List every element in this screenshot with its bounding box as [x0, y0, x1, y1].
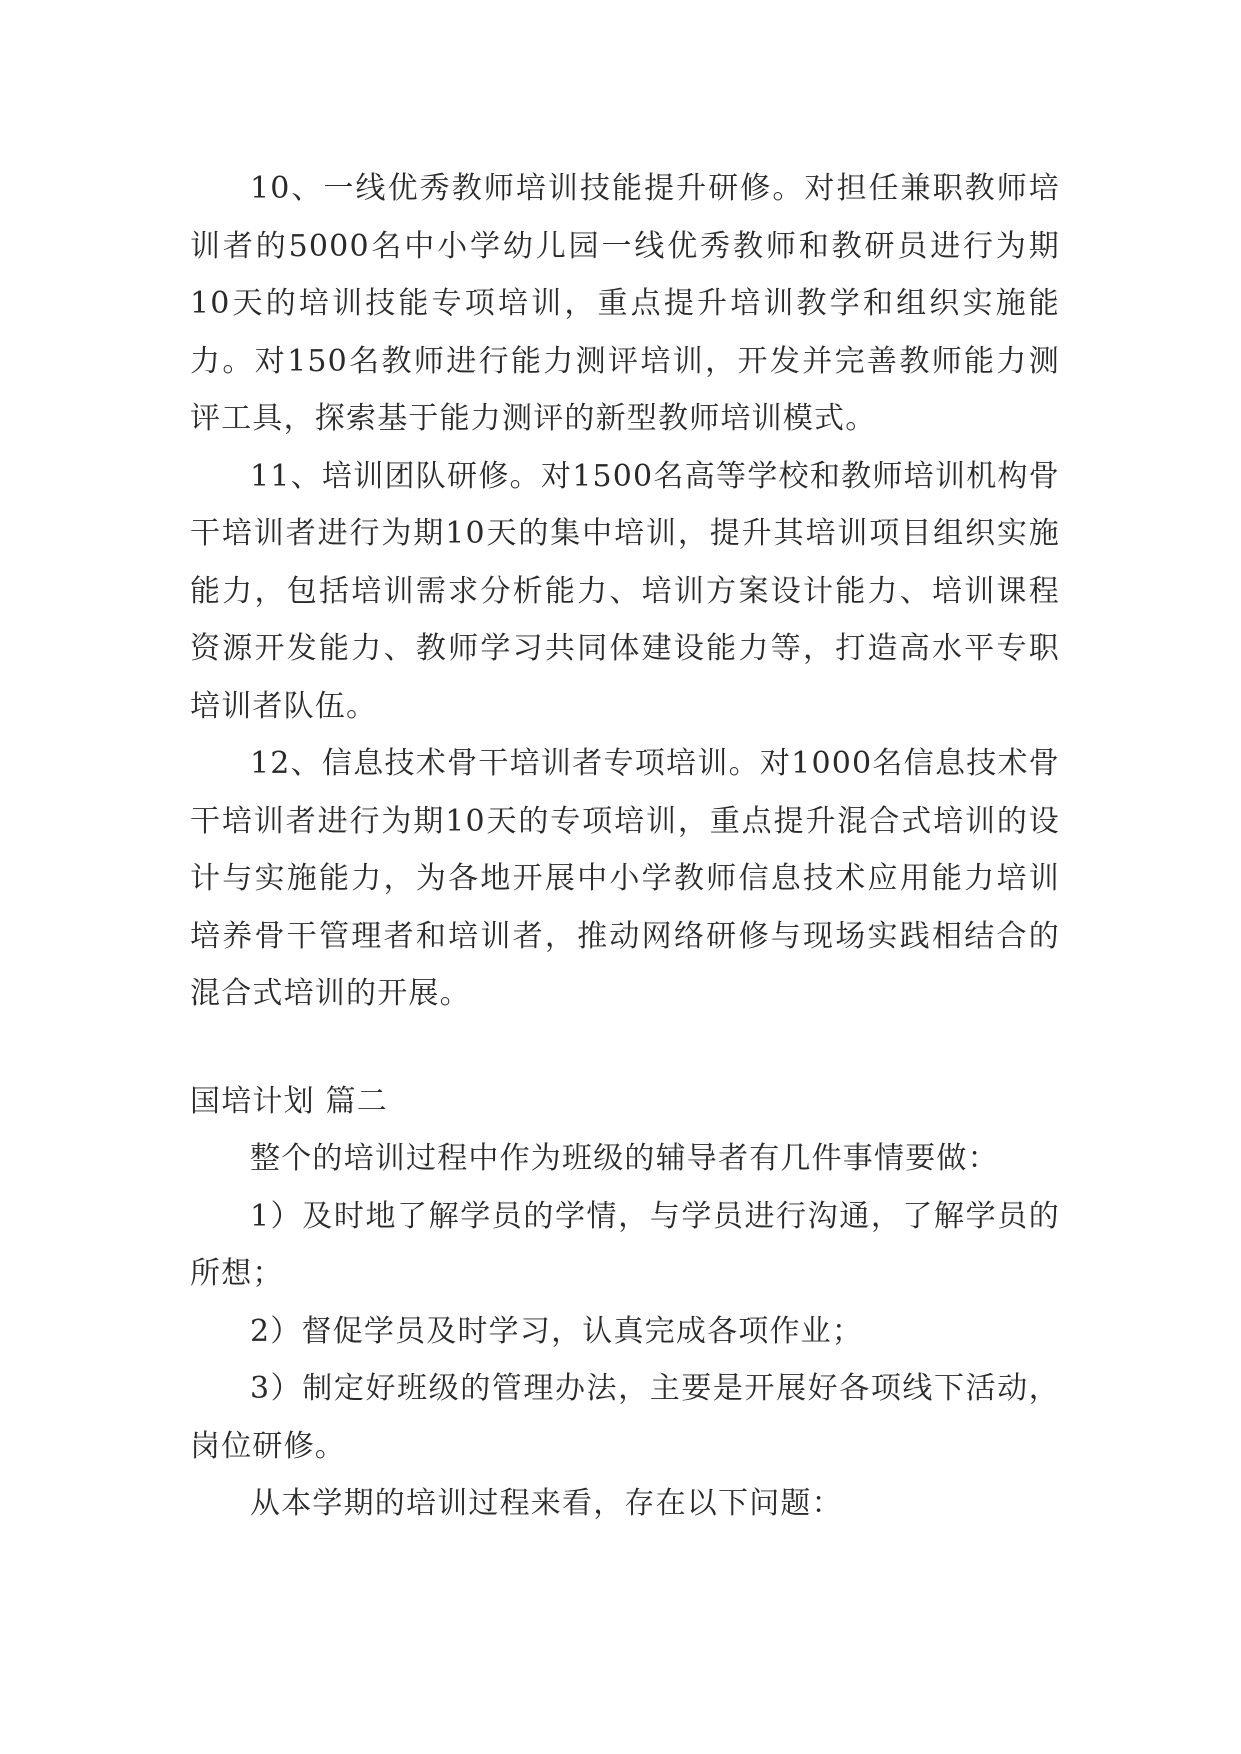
- paragraph-item-10: 10、一线优秀教师培训技能提升研修。对担任兼职教师培训者的5000名中小学幼儿园一线优秀教师和教研员进行为期10天的培训技能专项培训，重点提升培训教学和组织实施能力。对150名教师进行能力测评培训，开发并完善教师能力测评工具，探索基于能力测评的新型教师培训模式。: [190, 171, 1060, 436]
- paragraph-item-11: 11、培训团队研修。对1500名高等学校和教师培训机构骨干培训者进行为期10天的集中培训，提升其培训项目组织实施能力，包括培训需求分析能力、培训方案设计能力、培训课程资源开发能力、教师学习共同体建设能力等，打造高水平专职培训者队伍。: [190, 458, 1060, 724]
- section-heading: 国培计划 篇二: [190, 1083, 388, 1119]
- paragraph-problems: 从本学期的培训过程来看，存在以下问题：: [250, 1486, 843, 1521]
- list-item-2: 2）督促学员及时学习，认真完成各项作业；: [250, 1313, 864, 1349]
- list-item-3: 3）制定好班级的管理办法，主要是开展好各项线下活动，岗位研修。: [190, 1371, 1060, 1464]
- paragraph-item-12: 12、信息技术骨干培训者专项培训。对1000名信息技术骨干培训者进行为期10天的专项培训，重点提升混合式培训的设计与实施能力，为各地开展中小学教师信息技术应用能力培训培养骨干管理者和培训者，推动网络研修与现场实践相结合的混合式培训的开展。: [190, 746, 1060, 1011]
- paragraph-intro: 整个的培训过程中作为班级的辅导者有几件事情要做：: [250, 1141, 999, 1176]
- list-item-1: 1）及时地了解学员的学情，与学员进行沟通，了解学员的所想；: [190, 1198, 1060, 1291]
- document-body: [190, 160, 1060, 1533]
